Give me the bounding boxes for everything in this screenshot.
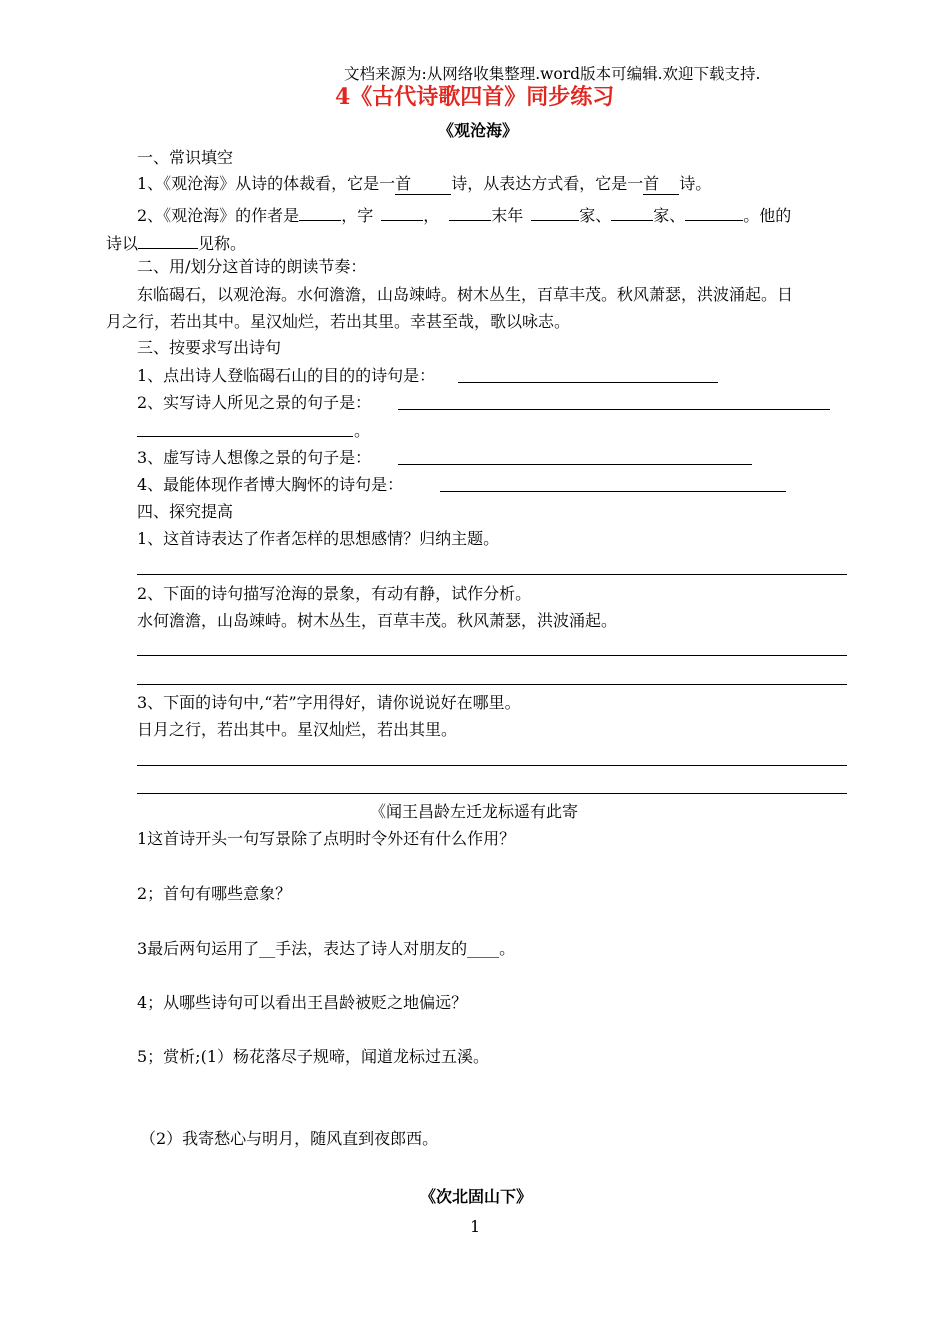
requirement-4: 4、最能体现作者博大胸怀的诗句是： xyxy=(137,475,404,494)
answer-line[interactable] xyxy=(137,765,847,766)
section-title-cibeigushan: 《次北固山下》 xyxy=(420,1187,533,1206)
answer-line[interactable] xyxy=(137,436,353,437)
question-1-2: 2、《观沧海》的作者是 ，字 ， 末年 家、 家、 。他的 xyxy=(137,202,791,226)
poem-line-2: 月之行，若出其中。星汉灿烂，若出其里。幸甚至哉，歌以咏志。 xyxy=(106,312,571,331)
blank[interactable] xyxy=(611,202,653,221)
blank[interactable] xyxy=(299,202,341,221)
blank[interactable] xyxy=(685,202,743,221)
answer-line[interactable] xyxy=(137,793,847,794)
blank[interactable] xyxy=(531,202,579,221)
heading-4: 四、探究提高 xyxy=(137,502,234,521)
page-number: 1 xyxy=(470,1217,481,1236)
page-title: 4《古代诗歌四首》同步练习 xyxy=(335,84,615,110)
question-2-4: 4；从哪些诗句可以看出王昌龄被贬之地偏远？ xyxy=(137,993,468,1012)
question-2-5b: （2）我寄愁心与明月，随风直到夜郎西。 xyxy=(140,1129,439,1148)
requirement-1: 1、点出诗人登临碣石山的目的的诗句是： xyxy=(137,366,436,385)
blank[interactable] xyxy=(381,202,423,221)
answer-line[interactable] xyxy=(137,655,847,656)
question-2-1: 1这首诗开头一句写景除了点明时令外还有什么作用？ xyxy=(137,829,516,848)
answer-line[interactable] xyxy=(137,684,847,685)
requirement-3: 3、虚写诗人想像之景的句子是： xyxy=(137,448,372,467)
explore-3-poem: 日月之行，若出其中。星汉灿烂，若出其里。 xyxy=(137,720,458,739)
heading-1: 一、常识填空 xyxy=(137,148,234,167)
answer-line[interactable] xyxy=(137,574,847,575)
section-title-guancanghai: 《观沧海》 xyxy=(438,121,519,140)
question-1-2-cont: 诗以 见称。 xyxy=(106,230,246,254)
question-2-2: 2；首句有哪些意象？ xyxy=(137,884,292,903)
explore-3: 3、下面的诗句中,“若”字用得好，请你说说好在哪里。 xyxy=(137,693,521,712)
source-note: 文档来源为:从网络收集整理.word版本可编辑.欢迎下载支持. xyxy=(344,65,761,83)
question-2-3: 3最后两句运用了__手法，表达了诗人对朋友的____。 xyxy=(137,939,516,958)
answer-line[interactable] xyxy=(398,409,830,410)
explore-2-poem: 水何澹澹，山岛竦峙。树木丛生，百草丰茂。秋风萧瑟，洪波涌起。 xyxy=(137,611,618,630)
section-title-wenwangchangling: 《闻王昌龄左迁龙标遥有此寄 xyxy=(370,802,579,821)
requirement-2-end: 。 xyxy=(354,421,371,440)
question-2-5: 5；赏析;(1）杨花落尽子规啼，闻道龙标过五溪。 xyxy=(137,1047,489,1066)
poem-line-1: 东临碣石，以观沧海。水何澹澹，山岛竦峙。树木丛生，百草丰茂。秋风萧瑟，洪波涌起。日 xyxy=(137,285,794,304)
answer-line[interactable] xyxy=(458,382,718,383)
answer-line[interactable] xyxy=(440,491,786,492)
explore-1: 1、这首诗表达了作者怎样的思想感情？归纳主题。 xyxy=(137,529,500,548)
blank[interactable] xyxy=(449,202,491,221)
question-1-1: 1、《观沧海》从诗的体裁看，它是一首 诗，从表达方式看，它是一首 诗。 xyxy=(137,174,712,193)
heading-3: 三、按要求写出诗句 xyxy=(137,338,282,357)
blank[interactable] xyxy=(138,230,198,249)
explore-2: 2、下面的诗句描写沧海的景象，有动有静，试作分析。 xyxy=(137,584,532,603)
answer-line[interactable] xyxy=(398,464,752,465)
heading-2: 二、用/划分这首诗的朗读节奏： xyxy=(137,257,367,276)
requirement-2: 2、实写诗人所见之景的句子是： xyxy=(137,393,372,412)
